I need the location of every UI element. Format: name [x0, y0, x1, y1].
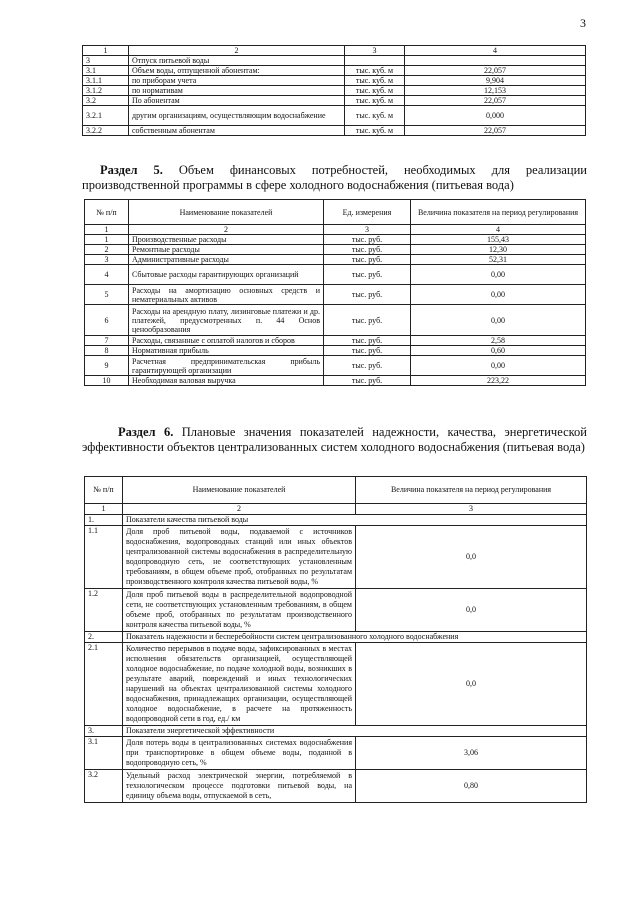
header-cell: Величина показателя на период регулирования [411, 200, 586, 225]
header-cell: Величина показателя на период регулирования [356, 477, 587, 504]
row-value: 0,000 [405, 106, 586, 126]
row-value: 9,904 [405, 76, 586, 86]
row-name: Производственные расходы [129, 235, 324, 245]
row-name: Доля проб питьевой воды в распределительной водопроводной сети, не соответствующих установленным требованиям, в общем объеме проб, отобранных по результатам производственного контроля качества питьевой воды, % [123, 589, 356, 632]
table-row [85, 346, 586, 356]
row-unit: тыс. руб. [324, 356, 411, 376]
row-unit: тыс. руб. [324, 346, 411, 356]
row-number: 3.2.1 [83, 106, 129, 126]
row-number: 9 [85, 356, 129, 376]
row-name: по нормативам [129, 86, 345, 96]
row-name: Доля проб питьевой воды, подаваемой с источников водоснабжения, водопроводных станций или иных объектов централизованной системы водоснабжения в распределительную водопроводную сеть, не соответствующих установленным требованиям, в общем объеме проб, отобранных по результатам производственного контроля качества питьевой воды, % [123, 526, 356, 589]
row-value: 12,30 [411, 245, 586, 255]
row-value: 2,58 [411, 336, 586, 346]
row-unit: тыс. куб. м [345, 96, 405, 106]
section-5-title: Объем финансовых потребностей, необходимых для реализации производственной программы в сфере холодного водоснабжения (питьевая вода) [82, 163, 587, 192]
row-value: 0,0 [356, 643, 587, 726]
row-number: 3 [83, 56, 129, 66]
header-cell: 2 [129, 225, 324, 235]
table-row [83, 86, 586, 96]
table-row [83, 96, 586, 106]
row-value: 0,00 [411, 285, 586, 305]
row-number: 10 [85, 376, 129, 386]
row-number: 3.1 [83, 66, 129, 76]
row-number: 1.1 [85, 526, 123, 589]
row-number: 3. [85, 726, 123, 737]
row-value: 22,057 [405, 66, 586, 76]
table-row [85, 526, 587, 589]
row-value: 22,057 [405, 96, 586, 106]
header-cell: 4 [405, 46, 586, 56]
group-name: Показатель надежности и бесперебойности систем централизованного холодного водоснабжения [123, 632, 587, 643]
group-row [85, 726, 587, 737]
row-name: Ремонтные расходы [129, 245, 324, 255]
row-name: По абонентам [129, 96, 345, 106]
row-value: 223,22 [411, 376, 586, 386]
row-unit: тыс. куб. м [345, 106, 405, 126]
header-cell: 2 [123, 504, 356, 515]
header-cell: Наименование показателей [129, 200, 324, 225]
row-name: собственным абонентам [129, 126, 345, 136]
row-name: другим организациям, осуществляющим водоснабжение [129, 106, 345, 126]
row-value: 0,00 [411, 356, 586, 376]
row-value: 0,0 [356, 526, 587, 589]
row-number: 3 [85, 255, 129, 265]
row-unit: тыс. куб. м [345, 126, 405, 136]
row-value: 52,31 [411, 255, 586, 265]
header-cell: 1 [83, 46, 129, 56]
table-row [85, 770, 587, 803]
group-name: Показатели качества питьевой воды [123, 515, 587, 526]
row-number: 3.2.2 [83, 126, 129, 136]
row-value: 0,60 [411, 346, 586, 356]
row-number: 3.2 [83, 96, 129, 106]
row-unit [345, 56, 405, 66]
row-number: 2.1 [85, 643, 123, 726]
row-value: 155,43 [411, 235, 586, 245]
table-header-row [85, 200, 586, 225]
water-supply-table [82, 45, 586, 136]
row-unit: тыс. руб. [324, 265, 411, 285]
table-row [85, 255, 586, 265]
section-5-heading [82, 163, 587, 193]
table-row [85, 356, 586, 376]
table-row [85, 737, 587, 770]
row-number: 8 [85, 346, 129, 356]
section-6-prefix: Раздел 6. [118, 425, 174, 439]
row-unit: тыс. куб. м [345, 66, 405, 76]
table-row [85, 245, 586, 255]
row-unit: тыс. руб. [324, 255, 411, 265]
header-cell: 1 [85, 504, 123, 515]
row-value: 0,80 [356, 770, 587, 803]
row-number: 1.2 [85, 589, 123, 632]
row-value: 22,057 [405, 126, 586, 136]
row-name: Расходы, связанные с оплатой налогов и сборов [129, 336, 324, 346]
row-number: 1 [85, 235, 129, 245]
row-name: по приборам учета [129, 76, 345, 86]
table-row [85, 336, 586, 346]
header-cell: Наименование показателей [123, 477, 356, 504]
row-unit: тыс. руб. [324, 305, 411, 336]
row-unit: тыс. руб. [324, 376, 411, 386]
row-name: Расходы на амортизацию основных средств и нематериальных активов [129, 285, 324, 305]
header-cell: № п/п [85, 477, 123, 504]
row-name: Количество перерывов в подаче воды, зафиксированных в местах исполнения обязательств организацией, осуществляющей холодное водоснабжение, по подаче холодной воды, возникших в результате аварий, повреждений и иных технологических нарушений на объектах централизованной системы холодного водоснабжения, принадлежащих организации, осуществляющей холодное водоснабжение, в расчете на протяженность водопроводной сети в год, ед./ км [123, 643, 356, 726]
table-header-row [85, 477, 587, 504]
header-cell: 3 [356, 504, 587, 515]
row-value: 0,00 [411, 265, 586, 285]
row-value [405, 56, 586, 66]
row-name: Удельный расход электрической энергии, потребляемой в технологическом процессе подготовки питьевой воды, на единицу объема воды, отпускаемой в сеть, [123, 770, 356, 803]
section-6-heading [82, 425, 587, 455]
header-cell: 1 [85, 225, 129, 235]
group-row [85, 632, 587, 643]
row-name: Расходы на арендную плату, лизинговые платежи и др. платежей, предусмотренных п. 44 Основ ценообразования [129, 305, 324, 336]
table-row [83, 126, 586, 136]
row-value: 12,153 [405, 86, 586, 96]
row-unit: тыс. руб. [324, 336, 411, 346]
row-name: Объем воды, отпущенной абонентам: [129, 66, 345, 76]
row-name: Административные расходы [129, 255, 324, 265]
row-value: 3,06 [356, 737, 587, 770]
section-6-title: Плановые значения показателей надежности, качества, энергетической эффективности объектов централизованных систем холодного водоснабжения (питьевая вода) [82, 425, 587, 454]
table-header-row [83, 46, 586, 56]
group-name: Показатели энергетической эффективности [123, 726, 587, 737]
table-number-row [85, 504, 587, 515]
row-number: 2 [85, 245, 129, 255]
row-value: 0,0 [356, 589, 587, 632]
row-name: Отпуск питьевой воды [129, 56, 345, 66]
header-cell: Ед. измерения [324, 200, 411, 225]
group-row [85, 515, 587, 526]
row-number: 3.2 [85, 770, 123, 803]
table-row [85, 589, 587, 632]
row-number: 3.1.2 [83, 86, 129, 96]
row-number: 4 [85, 265, 129, 285]
row-unit: тыс. руб. [324, 245, 411, 255]
header-cell: 3 [345, 46, 405, 56]
row-number: 5 [85, 285, 129, 305]
table-row [83, 56, 586, 66]
row-number: 3.1 [85, 737, 123, 770]
page-number: 3 [580, 16, 586, 30]
row-name: Доля потерь воды в централизованных системах водоснабжения при транспортировке в общем объеме воды, поданной в водопроводную сеть, % [123, 737, 356, 770]
table-number-row [85, 225, 586, 235]
row-name: Необходимая валовая выручка [129, 376, 324, 386]
financial-needs-table [84, 199, 586, 386]
table-row [85, 643, 587, 726]
table-row [83, 106, 586, 126]
row-number: 1. [85, 515, 123, 526]
header-cell: 4 [411, 225, 586, 235]
header-cell: № п/п [85, 200, 129, 225]
header-cell: 2 [129, 46, 345, 56]
row-unit: тыс. куб. м [345, 86, 405, 96]
row-value: 0,00 [411, 305, 586, 336]
row-unit: тыс. руб. [324, 285, 411, 305]
table-row [85, 305, 586, 336]
row-unit: тыс. руб. [324, 235, 411, 245]
row-unit: тыс. куб. м [345, 76, 405, 86]
header-cell: 3 [324, 225, 411, 235]
table-row [85, 235, 586, 245]
row-number: 7 [85, 336, 129, 346]
table-row [83, 76, 586, 86]
row-name: Расчетная предпринимательская прибыль гарантирующей организации [129, 356, 324, 376]
row-number: 2. [85, 632, 123, 643]
row-number: 3.1.1 [83, 76, 129, 86]
row-number: 6 [85, 305, 129, 336]
row-name: Нормативная прибыль [129, 346, 324, 356]
table-row [85, 285, 586, 305]
row-name: Сбытовые расходы гарантирующих организаций [129, 265, 324, 285]
table-row [83, 66, 586, 76]
indicators-table [84, 476, 587, 803]
section-5-prefix: Раздел 5. [100, 163, 163, 177]
table-row [85, 376, 586, 386]
table-row [85, 265, 586, 285]
